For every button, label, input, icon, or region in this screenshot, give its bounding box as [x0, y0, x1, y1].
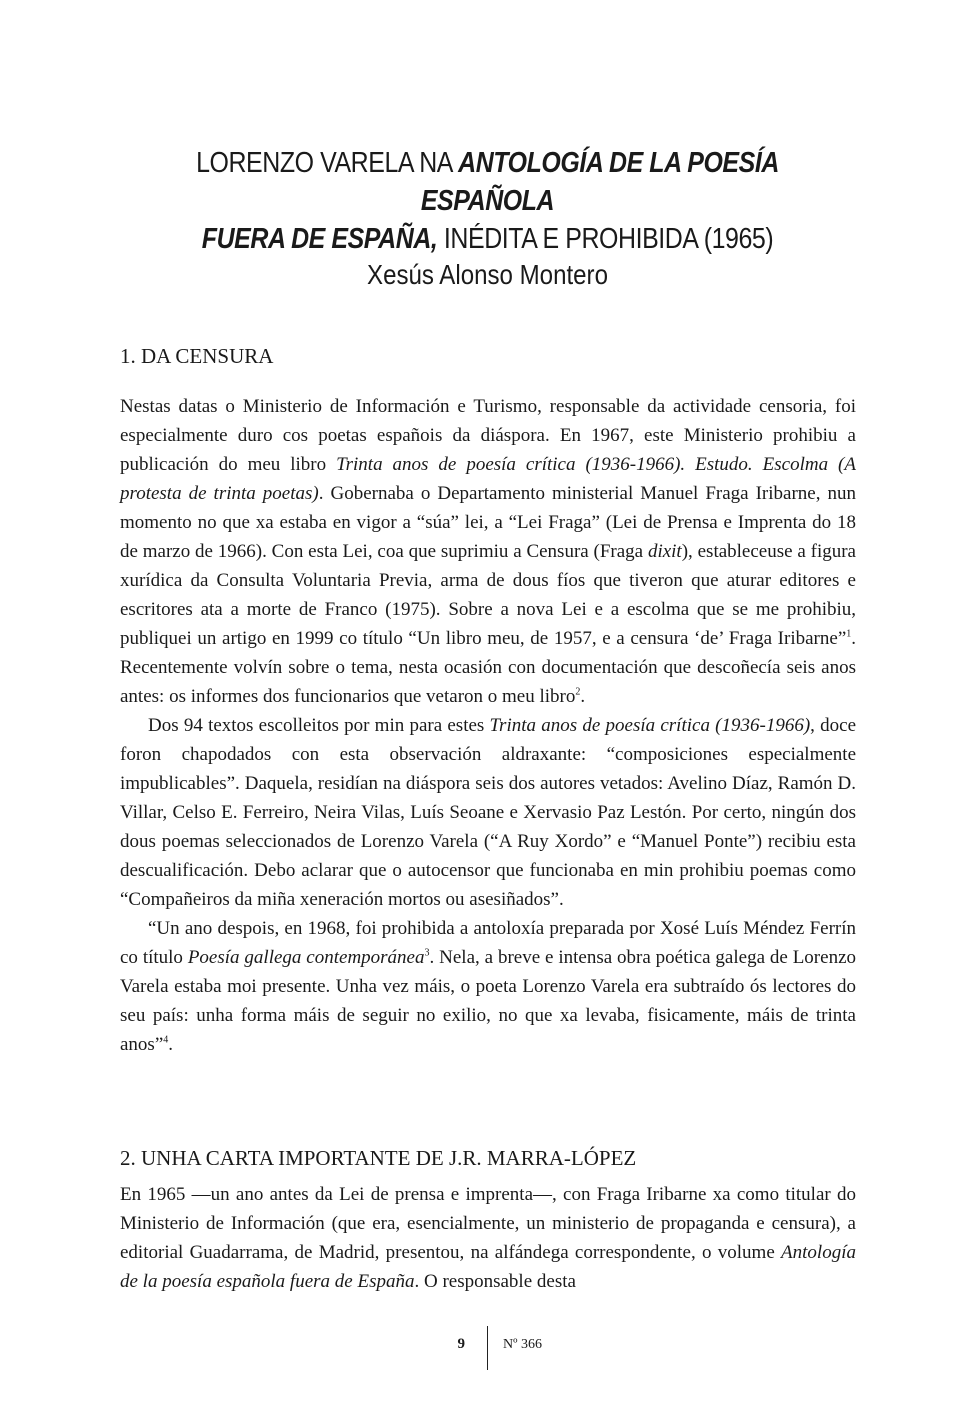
page-footer — [0, 1326, 975, 1370]
page-number: 9 — [457, 1336, 465, 1352]
paragraph: Dos 94 textos escolleitos por min para estes Trinta anos de poesía crítica (1936-1966), doce foron chapodados con esta observación aldraxante: “composiciones especialmente impublicables”. Daquela, residían na diáspora seis dos autores vetados: Avelino Díaz, Ramón D. Villar, Celso E. Ferreiro, Neira Vilas, Luís Seoane e Xervasio Paz Lestón. Por certo, ningún dos dous poemas seleccionados de Lorenzo Varela (“A Ruy Xordo” e “Manuel Ponte”) recibiu esta descualificación. Debo aclarar que o autocensor que funcionaba en min prohibiu poemas como “Compañeiros da miña xeneración mortos ou asesiñados”. — [120, 715, 856, 910]
article-title — [154, 144, 821, 258]
author-name: Xesús Alonso Montero — [367, 259, 608, 290]
footnote-ref: 4 — [163, 1034, 169, 1046]
title-part-3: FUERA DE ESPAÑA, — [201, 223, 438, 255]
footer-divider — [487, 1326, 488, 1370]
section-2-body — [120, 1180, 856, 1296]
title-part-2: ANTOLOGÍA DE LA POESÍA ESPAÑOLA — [420, 147, 779, 217]
footnote-ref: 3 — [424, 947, 430, 959]
title-part-1: LORENZO VARELA NA — [196, 147, 459, 179]
paragraph: Nestas datas o Ministerio de Información e Turismo, responsable da actividade censoria, foi especialmente duro cos poetas españois da diáspora. En 1967, este Ministerio prohibiu a publicación do meu libro Trinta anos de poesía crítica (1936-1966). Estudo. Escolma (A protesta de trinta poetas). Gobernaba o Departamento ministerial Manuel Fraga Iribarne, nun momento no que xa estaba en vigor a “súa” lei, a “Lei Fraga” (Lei de Prensa e Imprenta do 18 de marzo de 1966). Con esta Lei, coa que suprimiu a Censura (Fraga dixit), estableceuse a figura xurídica da Consulta Voluntaria Previa, arma de dous fíos que tiveron que aturar editores e escritores ata a morte de Franco (1975). Sobre a nova Lei e a escolma que se me prohibiu, publiquei un artigo en 1999 co título “Un libro meu, de 1957, e a censura ‘de’ Fraga Iribarne”$^1$. Recentemente volvín sobre o tema, nesta ocasión con documentación que descoñecía seis anos antes: os informes dos funcionarios que vetaron o meu libro$^2$. — [120, 396, 856, 707]
section-1-heading: 1. DA CENSURA — [120, 344, 274, 368]
footnote-ref: 2 — [575, 686, 581, 698]
issue-number: Nº 366 — [503, 1337, 542, 1352]
paragraph: En 1965 —un ano antes da Lei de prensa e imprenta—, con Fraga Iribarne xa como titular do Ministerio de Información (que era, esencialmente, un ministerio de propaganda e censura), a editorial Guadarrama, de Madrid, presentou, na alfándega correspondente, o volume Antología de la poesía española fuera de España. O responsable desta — [120, 1184, 856, 1292]
footnote-ref: 1 — [846, 628, 852, 640]
paragraph: “Un ano despois, en 1968, foi prohibida a antoloxía preparada por Xosé Luís Méndez Ferrín co título Poesía gallega contemporánea$^3$. Nela, a breve e intensa obra poética galega de Lorenzo Varela estaba moi presente. Unha vez máis, o poeta Lorenzo Varela era subtraído ós lectores do seu país: unha forma máis de seguir no exilio, no que xa levaba, fisicamente, máis de trinta anos”$^4$. — [120, 918, 856, 1055]
section-2-heading: 2. UNHA CARTA IMPORTANTE DE J.R. MARRA-LÓPEZ — [120, 1146, 637, 1170]
section-1-body — [120, 392, 856, 1059]
title-part-4: INÉDITA E PROHIBIDA (1965) — [437, 223, 774, 255]
